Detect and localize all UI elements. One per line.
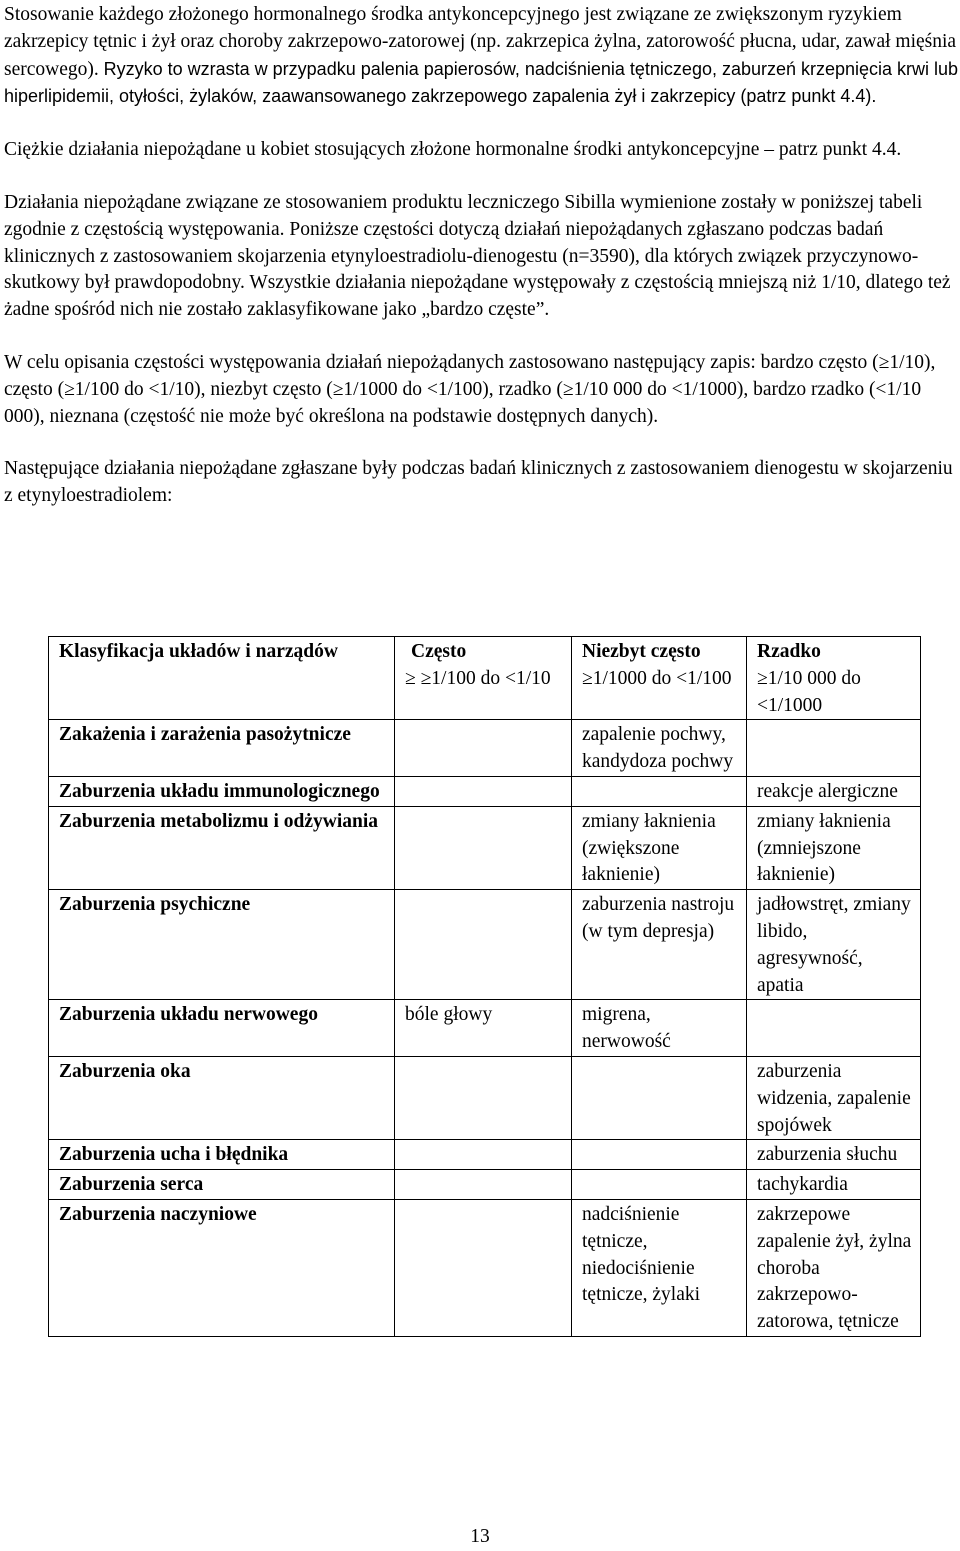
header-rare-range: ≥1/10 000 do <1/1000 <box>757 667 861 716</box>
page-number: 13 <box>470 1526 490 1547</box>
rare-cell <box>747 1000 921 1057</box>
uncommon-cell: migrena, nerwowość <box>572 1000 747 1057</box>
rare-cell: reakcje alergiczne <box>747 776 921 806</box>
header-uncommon-range: ≥1/1000 do <1/100 <box>582 667 732 689</box>
paragraph-table-intro: Następujące działania niepożądane zgłaszane były podczas badań klinicznych z zastosowaniem dienogestu w skojarzeniu z etynyloestradiolem: <box>4 458 953 507</box>
uncommon-cell <box>572 1140 747 1170</box>
organ-class-cell: Zaburzenia serca <box>49 1170 395 1200</box>
header-uncommon <box>572 637 747 720</box>
organ-class-cell: Zaburzenia ucha i błędnika <box>49 1140 395 1170</box>
often-cell <box>395 890 572 1000</box>
table-row <box>49 776 921 806</box>
header-rare-title: Rzadko <box>757 641 821 662</box>
organ-class-cell: Zaburzenia psychiczne <box>49 890 395 1000</box>
often-cell: bóle głowy <box>395 1000 572 1057</box>
often-cell <box>395 1140 572 1170</box>
often-cell <box>395 1170 572 1200</box>
header-often-title: Często <box>411 641 467 662</box>
table-row <box>49 890 921 1000</box>
header-uncommon-title: Niezbyt często <box>582 641 701 662</box>
uncommon-cell: zmiany łaknienia (zwiększone łaknienie) <box>572 806 747 889</box>
uncommon-cell <box>572 1170 747 1200</box>
often-cell <box>395 720 572 777</box>
rare-cell: zaburzenia słuchu <box>747 1140 921 1170</box>
rare-cell: jadłowstręt, zmiany libido, agresywność, apatia <box>747 890 921 1000</box>
header-organ-class: Klasyfikacja układów i narządów <box>49 637 395 720</box>
paragraph-adverse-intro: Działania niepożądane związane ze stosowaniem produktu leczniczego Sibilla wymienione zostały w poniższej tabeli zgodnie z częstością występowania. Poniższe częstości dotyczą działań niepożądanych zgłaszano podczas badań klinicznych z zastosowaniem skojarzenia etynyloestradiolu-dienogestu (n=3590), dla których związek przyczynowo-skutkowy był prawdopodobny. Wszystkie działania niepożądane występowały z częstością mniejszą niż 1/10, dlatego też żadne spośród nich nie zostało zaklasyfikowane jako „bardzo częste”. <box>4 191 951 321</box>
organ-class-cell: Zaburzenia oka <box>49 1056 395 1139</box>
adverse-reactions-table <box>48 636 921 1337</box>
uncommon-cell <box>572 776 747 806</box>
table-row <box>49 1056 921 1139</box>
rare-cell <box>747 720 921 777</box>
often-cell <box>395 1199 572 1336</box>
table-row <box>49 1140 921 1170</box>
organ-class-cell: Zaburzenia naczyniowe <box>49 1199 395 1336</box>
table-row <box>49 720 921 777</box>
header-often <box>395 637 572 720</box>
table-row <box>49 1170 921 1200</box>
paragraph-risk-serif: Stosowanie każdego złożonego hormonalnego środka antykoncepcyjnego jest związane ze zwiększonym ryzykiem zakrzepicy tętnic i żył oraz choroby zakrzepowo-zatorowej (np. zakrzepica żylna, zatorowość płucna, udar, zawał mięśnia sercowego). <box>4 4 957 80</box>
header-often-range: ≥ ≥1/100 do <1/10 <box>405 667 551 689</box>
uncommon-cell: nadciśnienie tętnicze, niedociśnienie tętnicze, żylaki <box>572 1199 747 1336</box>
table-row <box>49 806 921 889</box>
rare-cell: zaburzenia widzenia, zapalenie spojówek <box>747 1056 921 1139</box>
often-cell <box>395 776 572 806</box>
rare-cell: tachykardia <box>747 1170 921 1200</box>
organ-class-cell: Zaburzenia układu immunologicznego <box>49 776 395 806</box>
uncommon-cell: zaburzenia nastroju (w tym depresja) <box>572 890 747 1000</box>
often-cell <box>395 806 572 889</box>
uncommon-cell <box>572 1056 747 1139</box>
often-cell <box>395 1056 572 1139</box>
table-row <box>49 1199 921 1336</box>
table-row <box>49 1000 921 1057</box>
paragraph-frequency-convention: W celu opisania częstości występowania działań niepożądanych zastosowano następujący zapis: bardzo często (≥1/10), często (≥1/100 do <1/10), niezbyt często (≥1/1000 do <1/100), rzadko (≥1/10 000 do <1/1000), bardzo rzadko (<1/10 000), nieznana (częstość nie może być określona na podstawie dostępnych danych). <box>4 351 936 427</box>
organ-class-cell: Zakażenia i zarażenia pasożytnicze <box>49 720 395 777</box>
header-rare <box>747 637 921 720</box>
organ-class-cell: Zaburzenia układu nerwowego <box>49 1000 395 1057</box>
table-header-row <box>49 637 921 720</box>
uncommon-cell: zapalenie pochwy, kandydoza pochwy <box>572 720 747 777</box>
document-body <box>4 2 959 510</box>
paragraph-thrombosis-risk <box>4 2 959 111</box>
paragraph-serious-effects: Ciężkie działania niepożądane u kobiet stosujących złożone hormonalne środki antykoncepcyjne – patrz punkt 4.4. <box>4 139 902 161</box>
rare-cell: zakrzepowe zapalenie żył, żylna choroba zakrzepowo-zatorowa, tętnicze <box>747 1199 921 1336</box>
organ-class-cell: Zaburzenia metabolizmu i odżywiania <box>49 806 395 889</box>
rare-cell: zmiany łaknienia (zmniejszone łaknienie) <box>747 806 921 889</box>
paragraph-risk-factors: Ryzyko to wzrasta w przypadku palenia papierosów, nadciśnienia tętniczego, zaburzeń krzepnięcia krwi lub hiperlipidemii, otyłości, żylaków, zaawansowanego zakrzepowego zapalenia żył i zakrzepicy (patrz punkt 4.4). <box>4 58 959 107</box>
